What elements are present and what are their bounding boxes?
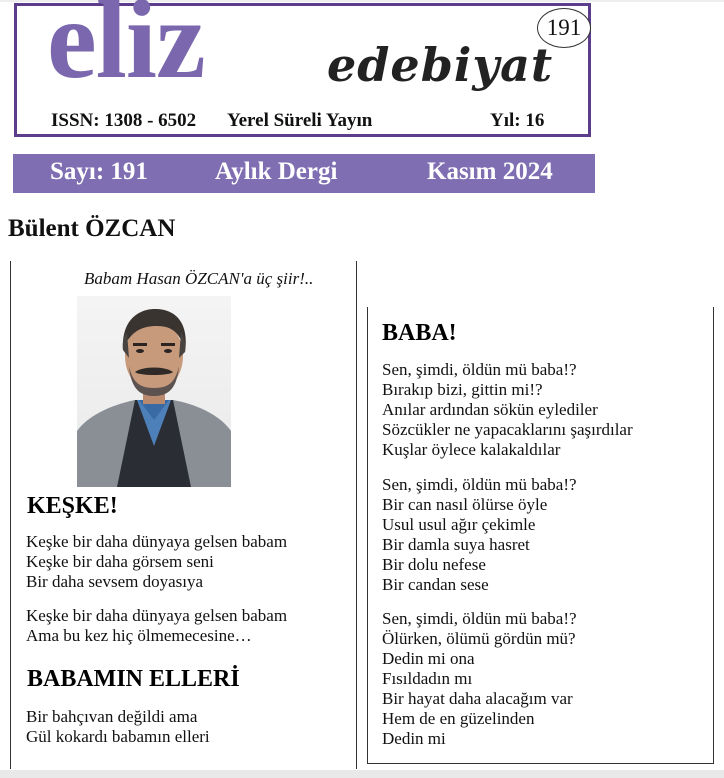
- poem-line: Sen, şimdi, öldün mü baba!?: [382, 360, 577, 379]
- portrait-illustration: [77, 296, 231, 487]
- poem-line: Bir damla suya hasret: [382, 535, 530, 554]
- portrait-photo-icon: [77, 296, 231, 487]
- poem-stanza: [26, 707, 210, 747]
- poem-line: Usul usul ağır çekimle: [382, 515, 536, 534]
- poem-line: Fısıldadın mı: [382, 669, 473, 688]
- poem-line: Sen, şimdi, öldün mü baba!?: [382, 609, 577, 628]
- frequency-label: Aylık Dergi: [215, 158, 338, 185]
- poem-line: Keşke bir daha dünyaya gelsen babam: [26, 532, 288, 551]
- poem-line: Bir candan sese: [382, 575, 489, 594]
- poem-line: Bir dolu nefese: [382, 555, 486, 574]
- poem-line: Bir bahçıvan değildi ama: [26, 707, 198, 726]
- issue-date: Kasım 2024: [427, 158, 553, 185]
- poem-line: Keşke bir daha dünyaya gelsen babam: [26, 606, 288, 625]
- year-label: Yıl: 16: [490, 110, 545, 131]
- poem-line: Keşke bir daha görsem seni: [26, 552, 214, 571]
- author-name: Bülent ÖZCAN: [8, 215, 176, 242]
- poem-line: Bir hayat daha alacağım var: [382, 689, 573, 708]
- poem-line: Ama bu kez hiç ölmemecesine…: [26, 626, 252, 645]
- poem-stanza: [382, 609, 577, 749]
- poem-line: Ölürken, ölümü gördün mü?: [382, 629, 576, 648]
- publication-type-label: Yerel Süreli Yayın: [227, 110, 373, 131]
- poem-line: Sen, şimdi, öldün mü baba!?: [382, 475, 577, 494]
- poem-line: Kuşlar öylece kalakaldılar: [382, 440, 561, 459]
- poem-stanza: [382, 360, 633, 460]
- poem-title-baba: BABA!: [382, 320, 457, 346]
- poem-line: Bırakıp bizi, gittin mi!?: [382, 380, 543, 399]
- poem-line: Anılar ardından sökün eylediler: [382, 400, 598, 419]
- left-column: [10, 261, 357, 769]
- poem-line: Bir daha sevsem doyasıya: [26, 572, 204, 591]
- logo-eliz: eliz: [47, 0, 205, 102]
- poem-stanza: [26, 606, 287, 646]
- poem-stanza: [382, 475, 577, 595]
- dedication-subtitle: Babam Hasan ÖZCAN'a üç şiir!..: [84, 269, 314, 288]
- poem-line: Sözcükler ne yapacaklarını şaşırdılar: [382, 420, 633, 439]
- right-column: [367, 307, 714, 764]
- poem-line: Bir can nasıl ölürse öyle: [382, 495, 548, 514]
- masthead: [14, 0, 591, 137]
- poem-line: Dedin mi ona: [382, 649, 475, 668]
- poem-line: Dedin mi: [382, 729, 446, 748]
- logo-edebiyat: edebiyat: [327, 38, 554, 92]
- poem-title-babamin-elleri: BABAMIN ELLERİ: [27, 666, 240, 692]
- issn-label: ISSN: 1308 - 6502: [51, 110, 197, 131]
- issue-number: Sayı: 191: [50, 158, 148, 185]
- bottom-band: [0, 770, 724, 778]
- issue-bar: [13, 154, 595, 193]
- poem-stanza: [26, 532, 287, 592]
- issue-badge: 191: [537, 8, 591, 48]
- poem-title-keske: KEŞKE!: [27, 493, 118, 519]
- poem-line: Hem de en güzelinden: [382, 709, 535, 728]
- poem-line: Gül kokardı babamın elleri: [26, 727, 210, 746]
